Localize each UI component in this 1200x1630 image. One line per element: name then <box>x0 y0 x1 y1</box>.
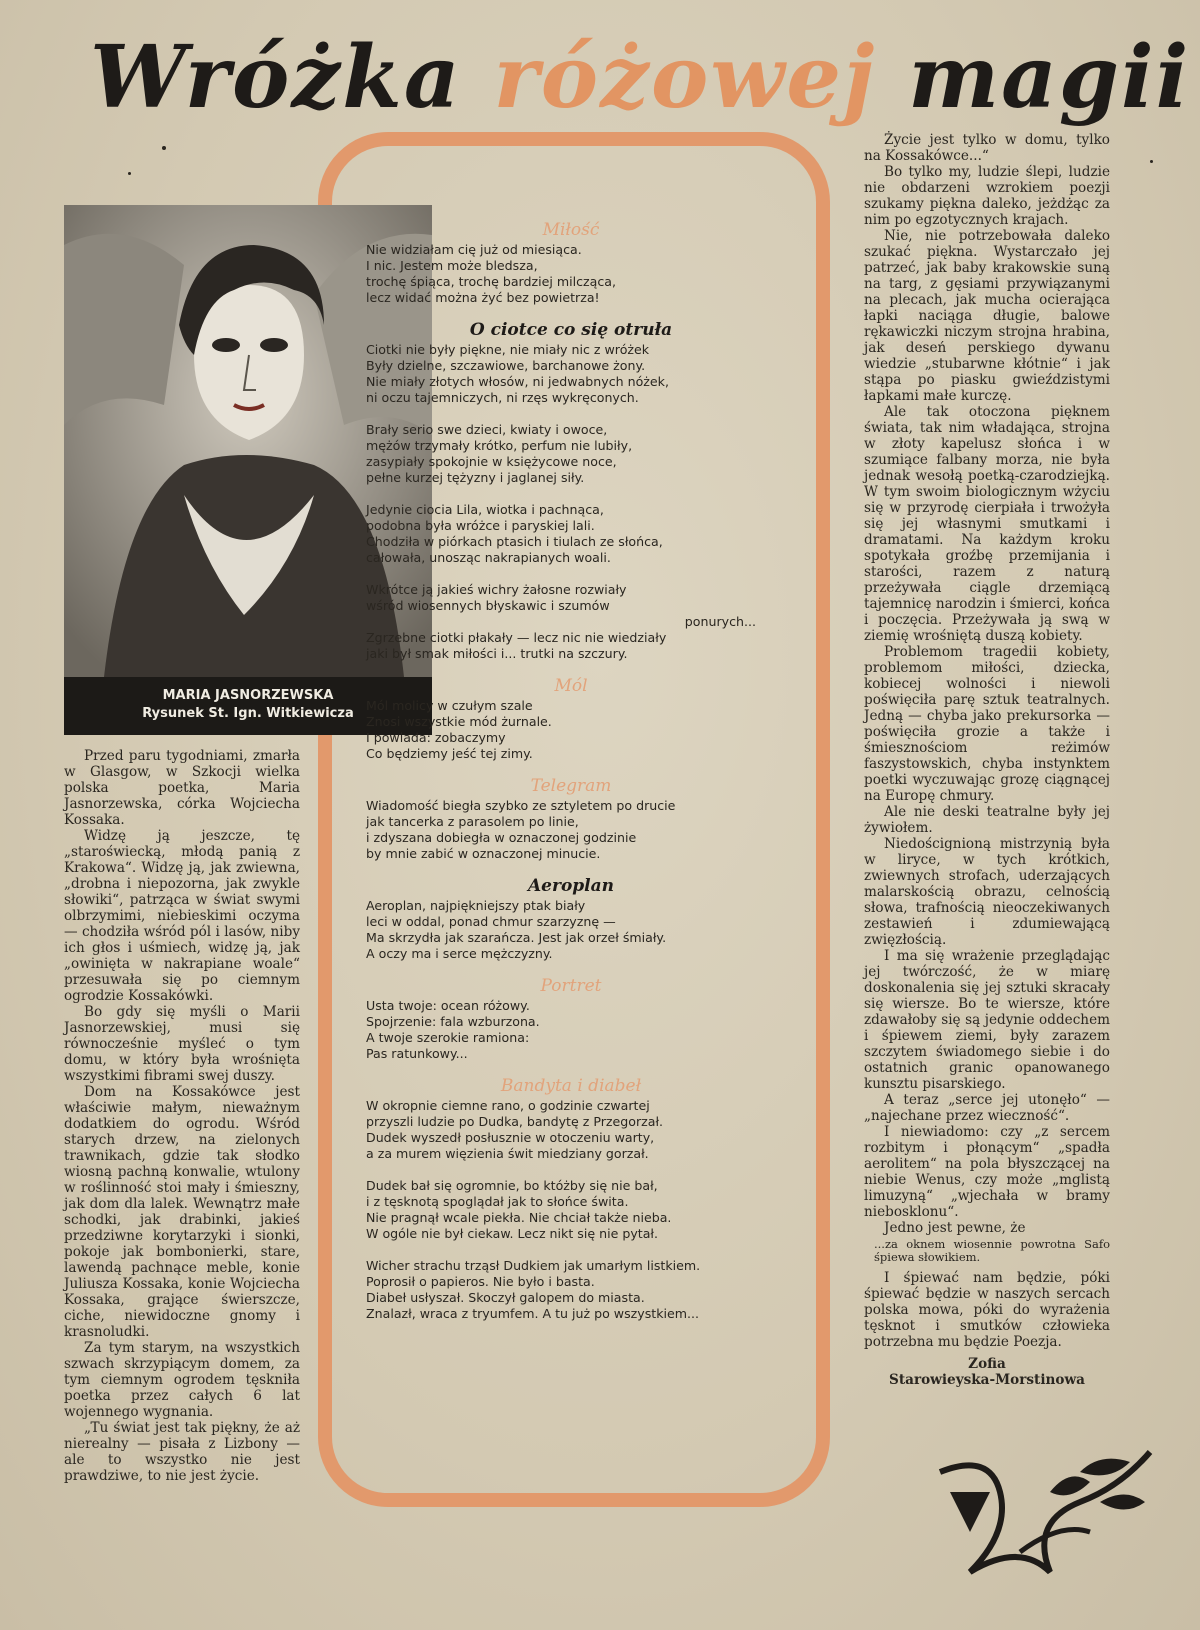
right-paragraph: Niedoścignioną mistrzynią była w liryce, w tych krótkich, zwiewnych strofach, uderzających malarskością obrazu, celnością słowa, trafnością nieoczekiwanych zestawień i zdumiewającą zwięzłością. <box>864 836 1110 948</box>
poem-line: Nie widziałam cię już od miesiąca. <box>366 242 582 257</box>
olive-branch-icon <box>930 1432 1160 1602</box>
poem-stanza <box>366 502 776 566</box>
right-paragraph: Życie jest tylko w domu, tylko na Kossakówce...“ <box>864 132 1110 164</box>
poem-line: W okropnie ciemne rano, o godzinie czwartej <box>366 1098 650 1113</box>
poem-title: Bandyta i diabeł <box>500 1076 642 1096</box>
caption-credit: Rysunek St. Ign. Witkiewicza <box>142 706 354 721</box>
poem-line: i z tęsknotą spoglądał jak to słońce świta. <box>366 1194 629 1209</box>
poem-line: leci w oddal, ponad chmur szarzyznę — <box>366 914 616 929</box>
poem-line: Spojrzenie: fala wzburzona. <box>366 1014 540 1029</box>
poem-line: Były dzielne, szczawiowe, barchanowe żony. <box>366 358 646 373</box>
safo-quote: ...za oknem wiosennie powrotna Safo śpiewa słowikiem. <box>874 1237 1110 1264</box>
poem-line: Poprosił o papieros. Nie było i basta. <box>366 1274 595 1289</box>
left-paragraph: Przed paru tygodniami, zmarła w Glasgow, w Szkocji wielka polska poetka, Maria Jasnorzewska, córka Wojciecha Kossaka. <box>64 748 300 828</box>
poem-line: Nie miały złotych włosów, ni jedwabnych nóżek, <box>366 374 669 389</box>
right-paragraph: A teraz „serce jej utonęło“ — „najechane przez wieczność“. <box>864 1092 1110 1124</box>
poem-line: A twoje szerokie ramiona: <box>366 1030 530 1045</box>
poem-title: Mól <box>554 676 588 696</box>
poem-line: W ogóle nie był ciekaw. Lecz nikt się nie pytał. <box>366 1226 659 1241</box>
poem-line: Wicher strachu trząsł Dudkiem jak umarłym listkiem. <box>366 1258 701 1273</box>
poem-line: przyszli ludzie po Dudka, bandytę z Przegorzał. <box>366 1114 664 1129</box>
poem-line: Ma skrzydła jak szarańcza. Jest jak orzeł śmiały. <box>366 930 667 945</box>
poem-stanza <box>366 242 776 306</box>
masthead-title <box>90 27 1191 128</box>
poem-line: Brały serio swe dzieci, kwiaty i owoce, <box>366 422 608 437</box>
poem-line: mężów trzymały krótko, perfum nie lubiły, <box>366 438 633 453</box>
left-paragraph: „Tu świat jest tak piękny, że aż nierealny — pisała z Lizbony — ale to wszystko nie jest prawdziwe, to nie jest życie. <box>64 1420 300 1484</box>
poem-title: O ciotce co się otruła <box>469 320 673 340</box>
poem-line: Nie pragnął wcale piekła. Nie chciał także nieba. <box>366 1210 672 1225</box>
poem-line: I nic. Jestem może bledsza, <box>366 258 538 273</box>
poem-line: Znalazł, wraca z tryumfem. A tu już po wszystkiem... <box>366 1306 700 1321</box>
right-final-paragraph: I śpiewać nam będzie, póki śpiewać będzie w naszych sercach polska mowa, póki do wyrażenia tęsknot i smutków człowieka potrzebna mu będzie Poezja. <box>864 1270 1110 1350</box>
author-last-name: Starowieyska-Morstinowa <box>889 1372 1085 1388</box>
masthead-part-1: Wróżka <box>90 27 494 128</box>
poem-stanza <box>366 698 776 762</box>
poem-line: Co będziemy jeść tej zimy. <box>366 746 533 761</box>
right-paragraph: Ale nie deski teatralne były jej żywiołem. <box>864 804 1110 836</box>
poem-stanza <box>366 422 776 486</box>
right-paragraph: I ma się wrażenie przeglądając jej twórczość, że w miarę doskonalenia się jej sztuki skracały się wiersze. Bo te wiersze, które zdawałoby się są jedynie oddechem i śpiewem ziemi, były zarazem szczytem świadomego siebie i do ostatnich granic opanowanego kunsztu pisarskiego. <box>864 948 1110 1092</box>
author-first-name: Zofia <box>968 1356 1006 1372</box>
poem-line: Usta twoje: ocean różowy. <box>366 998 530 1013</box>
right-paragraph: I niewiadomo: czy „z sercem rozbitym i płonącym“ „spadła aerolitem“ na pola błyszczącej na niebie Wenus, czy może „mglistą limuzyną“ „wjechała w bramy niebosklonu“. <box>864 1124 1110 1220</box>
left-paragraph: Dom na Kossakówce jest właściwie małym, nieważnym dodatkiem do ogrodu. Wśród starych drzew, na zielonych trawnikach, gdzie tak słodko wiosną pachną konwalie, wtulony w roślinność stoi mały i śmieszny, jak dom dla lalek. Wewnątrz małe schodki, jak drabinki, jakieś przedziwne korytarzyki i sionki, pokoje jak bombonierki, stare, lawendą pachnące meble, konie Juliusza Kossaka, konie Wojciecha Kossaka, grające świerszcze, ciche, niewidoczne gnomy i krasnoludki. <box>64 1084 300 1340</box>
poem-line: zasypiały spokojnie w księżycowe noce, <box>366 454 617 469</box>
poem-line: Aeroplan, najpiękniejszy ptak biały <box>366 898 586 913</box>
poem-line: Wkrótce ją jakieś wichry żałosne rozwiały <box>366 582 627 597</box>
poem-line: Pas ratunkowy... <box>366 1046 468 1061</box>
poem-line: Jedynie ciocia Lila, wiotka i pachnąca, <box>366 502 604 517</box>
ink-speck <box>162 146 166 150</box>
poem-title: Miłość <box>542 220 600 240</box>
poem-line: ni oczu tajemniczych, ni rzęs wykręconych. <box>366 390 639 405</box>
poem-line: Diabeł usłyszał. Skoczył galopem do miasta. <box>366 1290 645 1305</box>
poem-line: pełne kurzej tężyzny i jaglanej siły. <box>366 470 585 485</box>
poem-line: Ciotki nie były piękne, nie miały nic z wróżek <box>366 342 650 357</box>
poem-line: podobna była wróżce i paryskiej lali. <box>366 518 595 533</box>
poem-line: A oczy ma i serce mężczyzny. <box>366 946 553 961</box>
poem-line: Zgrzebne ciotki płakały — lecz nic nie wiedziały <box>366 630 667 645</box>
left-paragraph: Widzę ją jeszcze, tę „staroświecką, młodą panią z Krakowa“. Widzę ją, jak zwiewna, „drobna i niepozorna, jak zwykle słowiki“, patrząca w świat swymi olbrzymimi, niebieskimi oczyma — chodziła wśród pól i lasów, niby ich głos i uśmiech, widzę ją, jak „owinięta w nakrapiane woale“ przesuwała się po ciemnym ogrodzie Kossakówki. <box>64 828 300 1004</box>
poem-stanza <box>366 342 776 406</box>
right-paragraph: Bo tylko my, ludzie ślepi, ludzie nie obdarzeni wzrokiem poezji szukamy piękna daleko, jeżdżąc za nim po egzotycznych krajach. <box>864 164 1110 228</box>
poem-line: a za murem więzienia świt miedziany gorzał. <box>366 1146 649 1161</box>
poem-stanza <box>366 998 776 1062</box>
left-column <box>64 748 300 1484</box>
poem-line: Chodziła w piórkach ptasich i tiulach ze słońca, <box>366 534 663 549</box>
poem-line: całowała, unosząc nakrapianych woali. <box>366 550 611 565</box>
poem-line: trochę śpiąca, trochę bardziej milcząca, <box>366 274 617 289</box>
masthead-part-3: magii <box>876 27 1191 128</box>
poem-line: jak tancerka z parasolem po linie, <box>366 814 579 829</box>
right-paragraph: Ale tak otoczona pięknem świata, tak nim władająca, strojna w złoty kapelusz słońca i w szumiące falbany morza, nie była jednak wesołą poetką-czarodziejką. W tym swoim biologicznym wżyciu się w przyrodę cierpiała i trwożyła się jej własnymi smutkami i dramatami. Na każdym kroku spotykała groźbę przemijania i starości, razem z naturą przeżywała ciągle drzemiącą tajemnicę narodzin i śmierci, końca i poczęcia. Przeżywała ją swą w ziemię wrośniętą duszą kobiety. <box>864 404 1110 644</box>
masthead-part-2: różowej <box>493 27 877 128</box>
poem-line: ponurych... <box>684 614 756 629</box>
poem-stanza <box>366 1258 776 1322</box>
author-signature <box>864 1356 1110 1388</box>
poem-stanza <box>366 1098 776 1162</box>
poem-stanza <box>366 798 776 862</box>
right-paragraph: Jedno jest pewne, że <box>884 1220 1026 1236</box>
poem-line: jaki był smak miłości i... trutki na szczury. <box>366 646 628 661</box>
poem-line: Wiadomość biegła szybko ze sztyletem po drucie <box>366 798 676 813</box>
poem-stanza <box>366 898 776 962</box>
poem-title: Telegram <box>530 776 612 796</box>
poem-line: I powiada: zobaczymy <box>366 730 506 745</box>
ink-speck <box>128 172 131 175</box>
right-paragraph: Problemom tragedii kobiety, problemom miłości, dziecka, kobiecej wolności i niewoli poświęciła parę sztuk teatralnych. Jedną — chyba jako prekursorka — poświęciła grozie a także i śmiesznościom reżimów faszystowskich, chyba instynktem poetki wyczuwając grozę ciągnącej na Europę chmury. <box>864 644 1110 804</box>
poems-block <box>366 222 776 1338</box>
poem-line: Dudek bał się ogromnie, bo któżby się nie bał, <box>366 1178 658 1193</box>
poem-line: wśród wiosennych błyskawic i szumów <box>366 598 610 613</box>
right-paragraph: Nie, nie potrzebowała daleko szukać piękna. Wystarczało jej patrzeć, jak baby krakowskie suną na targ, z gęsiami przywiązanymi na plecach, jak mucha ocierająca łapki naciąga długie, balowe rękawiczki niczym strojna hrabina, jak deseń perskiego dywanu wiedzie „stubarwne kłótnie“ i jak stąpa po piasku gwieździstymi łapkami małe kurczę. <box>864 228 1110 404</box>
right-column <box>864 132 1110 1388</box>
left-paragraph: Bo gdy się myśli o Marii Jasnorzewskiej, musi się równocześnie myśleć o tym domu, w który była wrośnięta wszystkimi fibrami swej duszy. <box>64 1004 300 1084</box>
poem-line: i zdyszana dobiegła w oznaczonej godzinie <box>366 830 637 845</box>
poem-title: Portret <box>540 976 602 996</box>
poem-title: Aeroplan <box>527 876 615 896</box>
poem-stanza <box>366 1178 776 1242</box>
poem-line: Mól molicy w czułym szale <box>366 698 533 713</box>
poem-line: by mnie zabić w oznaczonej minucie. <box>366 846 601 861</box>
poem-line: Dudek wyszedł posłusznie w otoczeniu warty, <box>366 1130 655 1145</box>
ink-speck <box>1150 160 1153 163</box>
left-paragraph: Za tym starym, na wszystkich szwach skrzypiącym domem, za tym ciemnym ogrodem tęskniła poetka przez całych 6 lat wojennego wygnania. <box>64 1340 300 1420</box>
poem-stanza <box>366 582 776 662</box>
caption-name: MARIA JASNORZEWSKA <box>162 688 334 703</box>
poem-line: lecz widać można żyć bez powietrza! <box>366 290 600 305</box>
poem-line: Znosi wszystkie mód żurnale. <box>366 714 552 729</box>
